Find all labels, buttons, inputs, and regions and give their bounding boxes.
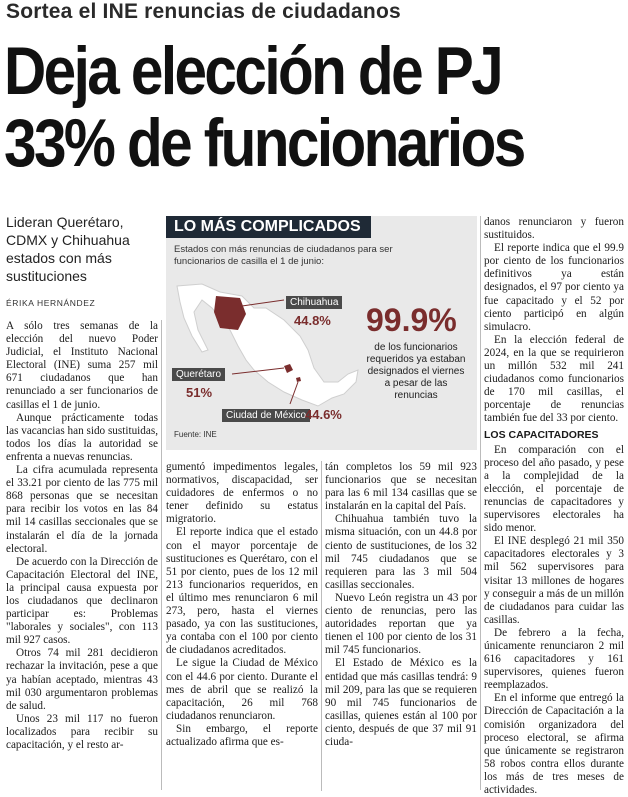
- paragraph: En la elección federal de 2024, en la que se requirieron un millón 532 mil 241 ciudadanos como funcionarios de 170 mil casillas, el porcentaje de renuncias también fue del 33 por ciento.: [484, 333, 624, 425]
- paragraph: El reporte indica que el estado con el mayor porcentaje de sustituciones es Querétaro, con el 51 por ciento, pues de los 12 mil 213 funcionarios requeridos, en el último mes renunciaron 6 mil 273, pero, hasta el viernes pasado, ya con las sustituciones, ya contaba con el 100 por ciento de ciudadanos acreditados.: [166, 526, 318, 657]
- headline-line-1: Deja elección de PJ: [4, 33, 502, 109]
- section-heading: LOS CAPACITADORES: [484, 428, 599, 441]
- paragraph: Unos 23 mil 117 no fueron localizados para recibir su capacitación, y el resto ar-: [6, 712, 158, 751]
- kicker: Sortea el INE renuncias de ciudadanos: [6, 0, 401, 23]
- infographic-subtitle: Estados con más renuncias de ciudadanos para ser funcionarios de casilla el 1 de junio:: [174, 244, 393, 267]
- article-column-3: [325, 461, 477, 749]
- paragraph: El INE desplegó 21 mil 350 capacitadores electorales y 3 mil 562 supervisores para visitar 13 millones de hogares y conseguir a más de un millón de ciudadanos para cuidar las casillas.: [484, 535, 624, 626]
- paragraph: La cifra acumulada representa el 33.21 por ciento de las 775 mil 868 personas que se necesitan para recibir los votos en las 84 mil 14 casillas seccionales que se instalarán el día de la jornada electoral.: [6, 464, 158, 555]
- queretaro-value: 51%: [186, 385, 213, 400]
- infographic-title: LO MÁS COMPLICADOS: [166, 216, 371, 238]
- column-rule: [480, 216, 481, 790]
- paragraph: Le sigue la Ciudad de México con el 44.6 por ciento. Durante el mes de abril que se realizó la capacitación, 26 mil 768 ciudadanos renunciaron.: [166, 657, 318, 722]
- paragraph: tán completos los 59 mil 923 funcionarios que se necesitan para las 6 mil 134 casillas que se instalarán en la capital del País.: [325, 461, 477, 513]
- infographic-source: Fuente: INE: [174, 430, 217, 439]
- cdmx-label: Ciudad de México: [222, 409, 310, 422]
- deck: Lideran Querétaro, CDMX y Chihuahua estados con más sustituciones: [6, 214, 130, 284]
- paragraph: danos renunciaron y fueron sustituidos.: [484, 216, 624, 242]
- paragraph: El reporte indica que el 99.9 por ciento de los funcionarios definitivos ya están designados, el 97 por ciento ya fue capacitado y el 52 por ciento participó en algún simulacro.: [484, 242, 624, 333]
- paragraph: Chihuahua también tuvo la misma situación, con un 44.8 por ciento de sustituciones, de los 32 mil 745 ciudadanos que se requieren para las 3 mil 504 casillas seccionales.: [325, 513, 477, 591]
- big-percent: 99.9%: [366, 302, 457, 338]
- paragraph: gumentó impedimentos legales, normativos, discapacidad, ser cuidadores de enfermos o no tener definido su estatus migratorio.: [166, 461, 318, 526]
- queretaro-label: Querétaro: [172, 368, 225, 381]
- paragraph: De acuerdo con la Dirección de Capacitación Electoral del INE, la principal causa expuesta por los ciudadanos que declinaron participar es: Problemas "laborales y sociales", con 113 mil 927 casos.: [6, 555, 158, 647]
- column-rule: [161, 320, 162, 790]
- infographic: [166, 216, 477, 450]
- big-percent-text: de los funcionarios requeridos ya estaban designados el viernes a pesar de las renuncias: [366, 342, 466, 401]
- paragraph: De febrero a la fecha, únicamente renunciaron 2 mil 616 capacitadores y 161 supervisores, quienes fueron reemplazados.: [484, 626, 624, 692]
- paragraph: Sin embargo, el reporte actualizado afirma que es-: [166, 722, 318, 748]
- paragraph: Aunque prácticamente todas las vacancias han sido sustituidas, todos los días la autoridad se enfrenta a nuevas renuncias.: [6, 411, 158, 463]
- article-column-2: [166, 461, 318, 749]
- paragraph: En el informe que entregó la Dirección de Capacitación a la comisión organizadora del proceso electoral, se afirma que únicamente se registraron 58 robos contra ellos durante los más de tres meses de actividades.: [484, 692, 624, 797]
- paragraph: El Estado de México es la entidad que más casillas tendrá: 9 mil 209, para las que se requieren 90 mil 745 funcionarios de casillas, quienes están al 100 por ciento, después de que 37 mil 91 ciuda-: [325, 657, 477, 748]
- cdmx-value: 44.6%: [305, 407, 342, 422]
- paragraph: A sólo tres semanas de la elección del nuevo Poder Judicial, el Instituto Nacional Electoral (INE) suma 257 mil 671 ciudadanos que han renunciado a ser funcionarios de casillas el 1 de junio.: [6, 320, 158, 411]
- byline: ÉRIKA HERNÁNDEZ: [6, 298, 96, 308]
- paragraph: Otros 74 mil 281 decidieron rechazar la invitación, pese a que ya habían aceptado, mientras 43 mil 030 argumentaron problemas de salud.: [6, 647, 158, 712]
- article-column-1: [6, 320, 158, 752]
- chihuahua-value: 44.8%: [294, 313, 331, 328]
- paragraph: En comparación con el proceso del año pasado, y pese a la complejidad de la elección, el porcentaje de renuncias de capacitadores y supervisores electorales ha sido menor.: [484, 443, 624, 535]
- article-column-4: [484, 216, 624, 797]
- chihuahua-label: Chihuahua: [286, 296, 342, 309]
- column-rule: [321, 461, 322, 791]
- paragraph: Nuevo León registra un 43 por ciento de renuncias, pero las autoridades reportan que ya tienen el 100 por ciento de los 31 mil 745 funcionarios.: [325, 591, 477, 657]
- headline-line-2: 33% de funcionarios: [4, 105, 524, 181]
